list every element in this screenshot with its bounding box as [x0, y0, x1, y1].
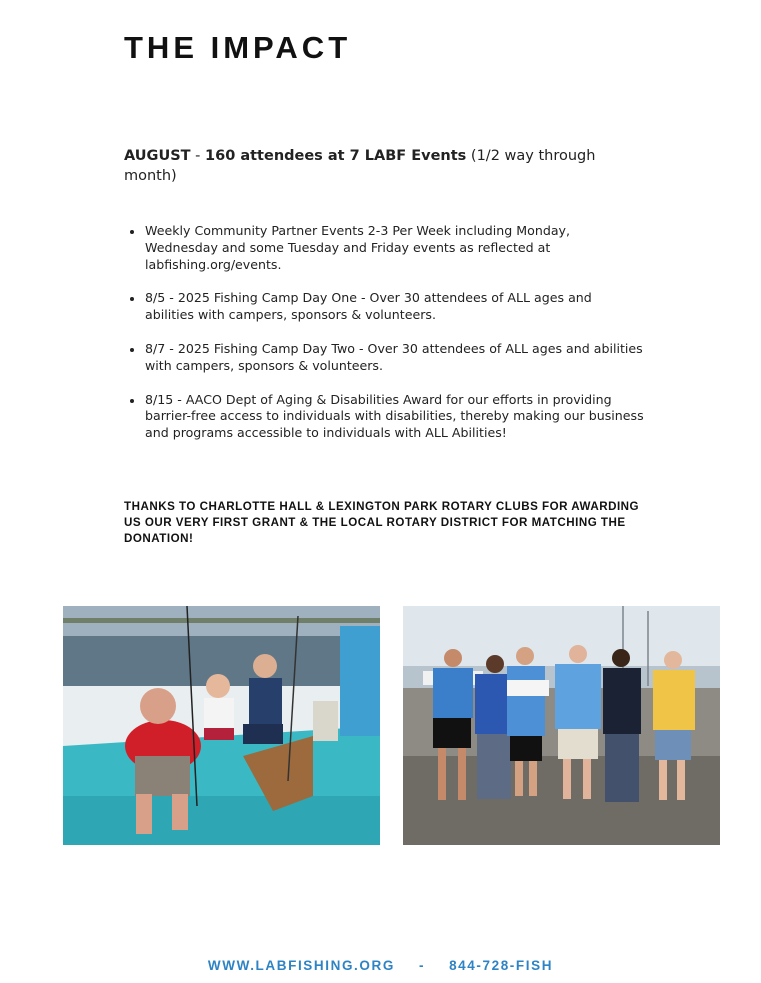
fishing-boat-photo — [63, 606, 380, 845]
footer-separator: - — [418, 958, 426, 973]
rotary-check-photo — [403, 606, 720, 845]
list-item: 8/7 - 2025 Fishing Camp Day Two - Over 30 attendees of ALL ages and abilities with campers, sponsors & volunteers. — [124, 341, 644, 375]
website-link[interactable]: WWW.LABFISHING.ORG — [207, 958, 395, 973]
intro-note: (1/2 way through month) — [124, 148, 596, 184]
footer-contact — [0, 958, 761, 973]
thanks-note: THANKS TO CHARLOTTE HALL & LEXINGTON PARK ROTARY CLUBS FOR AWARDING US OUR VERY FIRST GRANT & THE LOCAL ROTARY DISTRICT FOR MATCHING THE DONATION! — [124, 500, 640, 545]
list-item: Weekly Community Partner Events 2-3 Per Week including Monday, Wednesday and some Tuesday and Friday events as reflected at labfishing.org/events. — [124, 223, 644, 273]
intro-paragraph — [124, 146, 624, 186]
intro-highlight: 160 attendees at 7 LABF Events — [205, 148, 467, 164]
list-item: 8/5 - 2025 Fishing Camp Day One - Over 30 attendees of ALL ages and abilities with campers, sponsors & volunteers. — [124, 290, 644, 324]
list-item: 8/15 - AACO Dept of Aging & Disabilities Award for our efforts in providing barrier-free access to individuals with disabilities, thereby making our business and programs accessible to individuals with ALL Abilities! — [124, 392, 644, 442]
page-title: THE IMPACT — [124, 30, 352, 65]
intro-dash: - — [190, 148, 206, 164]
event-list — [124, 223, 644, 459]
intro-month: AUGUST — [124, 148, 191, 164]
phone-number[interactable]: 844-728-FISH — [449, 958, 554, 973]
